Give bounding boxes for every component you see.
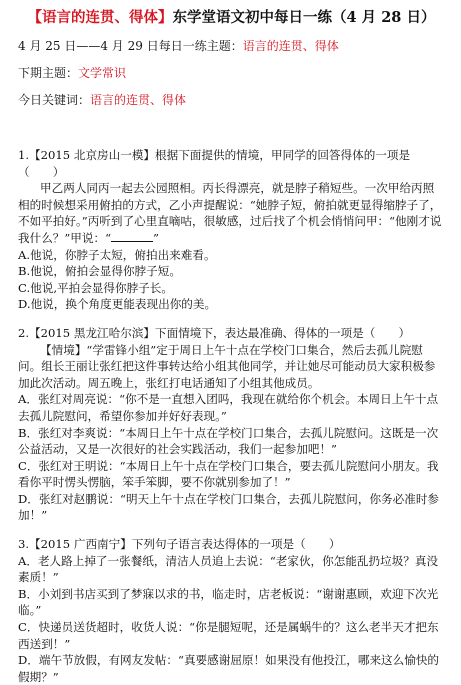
question-3-option-a: A．老人路上掉了一张餐纸，清洁人员追上去说：“老家伙，你怎能乱扔垃圾？真没素质！” (18, 553, 439, 585)
question-1-option-d: D.他说，换个角度更能表现出你的美。 (18, 297, 217, 312)
answer-blank (111, 230, 153, 242)
question-1-option-b: B.他说，俯拍会显得你脖子短。 (18, 264, 181, 279)
question-1-passage (18, 180, 445, 246)
spacer (18, 313, 445, 325)
question-2-option-c: C．张红对王明说：“本周日上午十点在学校门口集合，要去孤儿院慰问小朋友。我看你平时愣头愣脑，笨手笨脚，要不你就别参加了！” (18, 458, 439, 490)
question-1 (18, 147, 445, 313)
today-keyword-line (18, 92, 445, 108)
today-keyword-value: 语言的连贯、得体 (90, 93, 187, 107)
spacer (18, 119, 445, 147)
question-2 (18, 325, 445, 524)
question-2-option-b: B．张红对李爽说：“本周日上午十点在学校门口集合，去孤儿院慰问。这既是一次公益活动，又是一次很好的社会实践活动，我们一起参加吧！” (18, 425, 439, 457)
question-3 (18, 536, 445, 685)
question-1-stem: 1.【2015 北京房山一模】根据下面提供的情境，甲同学的回答得体的一项是（ ） (18, 148, 411, 179)
question-3-stem: 3.【2015 广西南宁】下列句子语言表达得体的一项是（ ） (18, 537, 341, 552)
spacer (18, 524, 445, 536)
title-topic-tag: 【语言的连贯、得体】 (27, 9, 173, 26)
weekly-theme-line (18, 38, 445, 54)
question-3-option-c: C．快递员送货超时，收货人说：“你是腿短呢，还是属蜗牛的？这么老半天才把东西送到！” (18, 620, 439, 651)
page-title (18, 8, 445, 28)
weekly-theme-label: 4 月 25 日——4 月 29 日每日一练主题： (18, 39, 243, 53)
title-text: 东学堂语文初中每日一练（4 月 28 日） (172, 9, 436, 26)
question-2-option-d: D．张红对赵鹏说：“明天上午十点在学校门口集合，去孤儿院慰问，你务必准时参加！” (18, 491, 440, 523)
question-2-scenario: 【情境】“学雷锋小组”定于周日上午十点在学校门口集合，然后去孤儿院慰问。组长王丽让张红把这件事转达给小组其他同学，并让她尽可能动员大家积极参加此次活动。周五晚上，张红打电话通知了小组其他成员。 (18, 342, 436, 390)
question-3-option-b: B．小刘到书店买到了梦寐以求的书，临走时，店老板说：“谢谢惠顾，欢迎下次光临。” (18, 586, 439, 618)
question-3-option-d: D．端午节放假，有网友发帖：“真要感谢屈原！如果没有他投江，哪来这么愉快的假期？” (18, 653, 440, 684)
next-theme-value: 文学常识 (78, 66, 127, 80)
question-2-option-a: A．张红对周亮说：“你不是一直想入团吗，我现在就给你个机会。本周日上午十点去孤儿院慰问，希望你参加并好好表现。” (18, 392, 439, 423)
today-keyword-label: 今日关键词： (18, 93, 91, 107)
next-theme-line (18, 65, 445, 81)
next-theme-label: 下期主题： (18, 66, 79, 80)
weekly-theme-value: 语言的连贯、得体 (242, 39, 339, 53)
question-2-stem: 2.【2015 黑龙江哈尔滨】下面情境下，表达最准确、得体的一项是（ ） (18, 325, 411, 340)
question-1-option-a: A.他说，你脖子太短，俯拍出来难看。 (18, 247, 216, 262)
question-1-passage-text: 甲乙两人同丙一起去公园照相。丙长得漂亮，就是脖子稍短些。一次甲给丙照相的时候想采用俯拍的方式，乙小声提醒说：“她脖子短，俯拍就更显得缩脖子了，不如平拍好。”丙听到了心里直嘀咕，很敏感，过后找了个机会悄悄问甲：“他刚才说我什么？”甲说：“ (18, 181, 442, 245)
question-1-passage-end: ” (153, 230, 159, 245)
question-1-option-c: C.他说,平拍会显得你脖子长。 (18, 280, 173, 295)
